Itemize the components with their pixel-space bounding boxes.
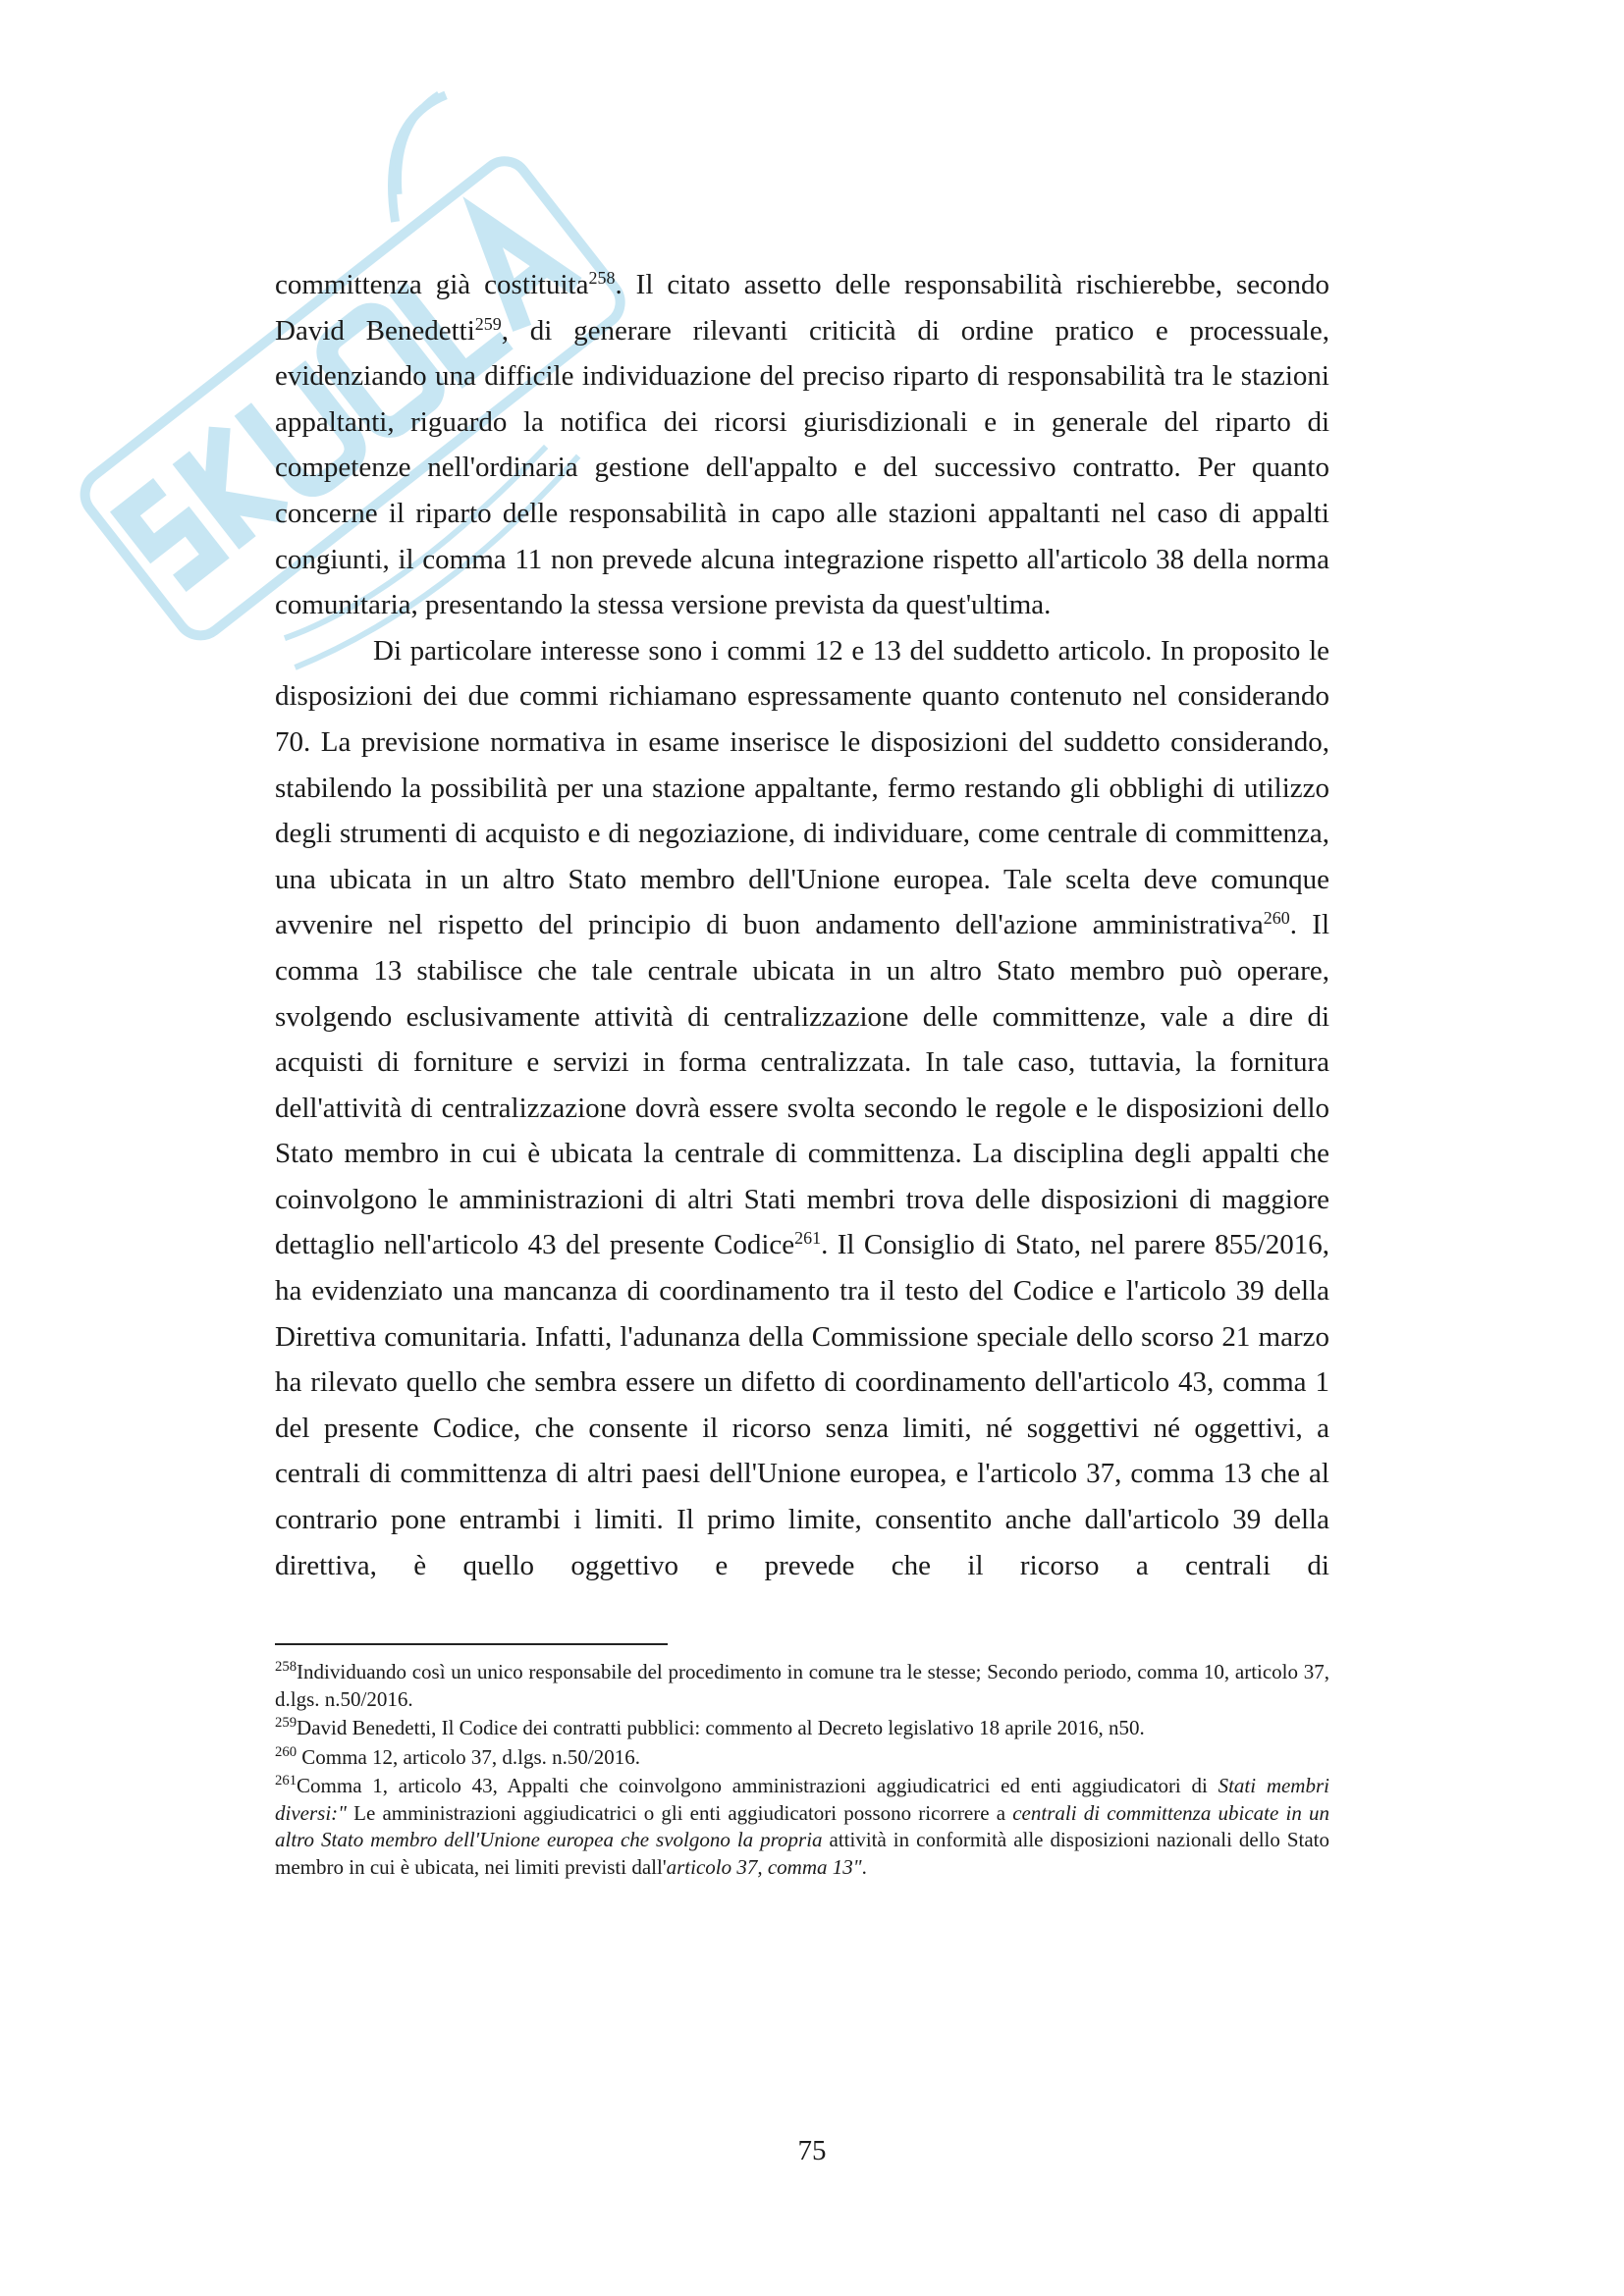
page-content <box>275 262 1329 1881</box>
footnote-ref-260[interactable]: 260 <box>1263 908 1290 929</box>
footnote-ref-261[interactable]: 261 <box>794 1228 822 1249</box>
text-run: . Il citato assetto delle responsabilità rischierebbe, secondo David Benedetti <box>275 269 1330 347</box>
footnote-260 <box>275 1744 1329 1772</box>
main-text <box>275 262 1329 1588</box>
paragraph <box>275 628 1329 1588</box>
footnote-259 <box>275 1715 1329 1742</box>
footnote-text: Le amministrazioni aggiudicatrici o gli enti aggiudicatori possono ricorrere a <box>346 1800 1013 1825</box>
footnote-ref-259[interactable]: 259 <box>474 313 502 334</box>
text-run: . Il Consiglio di Stato, nel parere 855/2016, ha evidenziato una mancanza di coordinamento tra il testo del Codice e l'articolo 39 della Direttiva comunitaria. Infatti, l'adunanza della Commissione speciale dello scorso 21 marzo ha rilevato quello che sembra essere un difetto di coordinamento dell'articolo 43, comma 1 del presente Codice, che consente il ricorso senza limiti, né soggettivi né oggettivi, a centrali di committenza di altri paesi dell'Unione europea, e l'articolo 37, comma 13 che al contrario pone entrambi i limiti. Il primo limite, consentito anche dall'articolo 39 della direttiva, è quello oggettivo e prevede che il ricorso a centrali di <box>275 1229 1329 1581</box>
footnote-text: Individuando così un unico responsabile del procedimento in comune tra le stesse; Secondo periodo, comma 10, articolo 37, d.lgs. n.50/2016. <box>275 1660 1329 1711</box>
footnote-text-italic: Stati membri diversi:" <box>275 1774 1329 1825</box>
footnote-number: 258 <box>275 1659 298 1676</box>
footnote-text-italic: centrali di committenza ubicate in un altro Stato membro dell'Unione europea che svolgono la propria <box>275 1800 1329 1852</box>
page-number: 75 <box>797 2135 827 2166</box>
footnote-261 <box>275 1773 1329 1881</box>
footnote-text: Comma 1, articolo 43, Appalti che coinvolgono amministrazioni aggiudicatrici ed enti aggiudicatori di <box>297 1774 1218 1798</box>
text-run: , di generare rilevanti criticità di ordine pratico e processuale, evidenziando una difficile individuazione del preciso riparto di responsabilità tra le stazioni appaltanti, riguardo la notifica dei ricorsi giurisdizionali e in generale del riparto di competenze nell'ordinaria gestione dell'appalto e del successivo contratto. Per quanto concerne il riparto delle responsabilità in capo alle stazioni appaltanti nel caso di appalti congiunti, il comma 11 non prevede alcuna integrazione rispetto all'articolo 38 della norma comunitaria, presentando la stessa versione prevista da quest'ultima. <box>275 314 1329 621</box>
footnote-text-italic: articolo 37, comma 13" <box>666 1854 862 1879</box>
text-run: . Il comma 13 stabilisce che tale centrale ubicata in un altro Stato membro può operare, svolgendo esclusivamente attività di centralizzazione delle committenze, vale a dire di acquisti di forniture e servizi in forma centralizzata. In tale caso, tuttavia, la fornitura dell'attività di centralizzazione dovrà essere svolta secondo le regole e le disposizioni dello Stato membro in cui è ubicata la centrale di committenza. La disciplina degli appalti che coinvolgono le amministrazioni di altri Stati membri trova delle disposizioni di maggiore dettaglio nell'articolo 43 del presente Codice <box>275 909 1330 1261</box>
footnote-text: David Benedetti, Il Codice dei contratti pubblici: commento al Decreto legislativo 18 aprile 2016, n50. <box>297 1716 1145 1740</box>
footnote-separator <box>275 1643 668 1645</box>
footnote-number: 261 <box>275 1773 298 1789</box>
text-run: Di particolare interesse sono i commi 12 e 13 del suddetto articolo. In proposito le disposizioni dei due commi richiamano espressamente quanto contenuto nel considerando 70. La previsione normativa in esame inserisce le disposizioni del suddetto considerando, stabilendo la possibilità per una stazione appaltante, fermo restando gli obblighi di utilizzo degli strumenti di acquisto e di negoziazione, di individuare, come centrale di committenza, una ubicata in un altro Stato membro dell'Unione europea. Tale scelta deve comunque avvenire nel rispetto del principio di buon andamento dell'azione amministrativa <box>275 634 1329 941</box>
footnote-ref-258[interactable]: 258 <box>588 268 616 289</box>
text-run: committenza già costituita <box>275 269 589 300</box>
footnote-text: . <box>861 1854 867 1879</box>
footnote-number: 260 <box>275 1743 298 1760</box>
footnote-text: Comma 12, articolo 37, d.lgs. n.50/2016. <box>297 1744 641 1769</box>
footnote-text: attività in conformità alle disposizioni nazionali dello Stato membro in cui è ubicata, nei limiti previsti dall' <box>275 1828 1329 1879</box>
footnote-258 <box>275 1659 1329 1713</box>
footnote-number: 259 <box>275 1715 298 1732</box>
footnotes <box>275 1659 1329 1881</box>
paragraph <box>275 262 1329 628</box>
